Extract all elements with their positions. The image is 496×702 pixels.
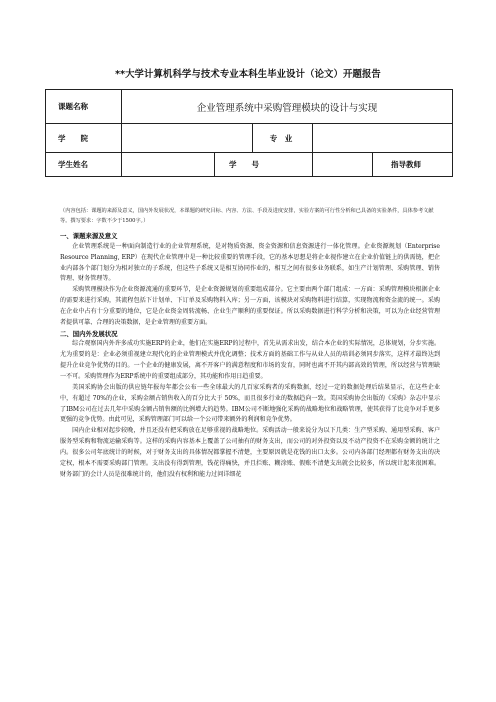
topic-row <box>46 90 453 124</box>
student-name-value[interactable] <box>122 153 215 177</box>
info-table <box>45 89 453 177</box>
topic-label: 课题名称 <box>46 90 122 124</box>
section-2-heading: 二、国内外发展状况 <box>60 329 118 338</box>
major-value[interactable] <box>313 124 453 153</box>
college-label: 学 院 <box>46 124 122 153</box>
section-1-paragraph-2: 采购管理模块作为企业资源流通的重要环节，是企业资源规划的重要组成部分。它主要由两个部门组成：一方面：采购管理模块根据企业的需要来进行采购，其流程包括下计划单、下订单及采购物料入库；另一方面，该模块对采购物料进行结算，实现物流和资金流的统一。采购在企业中占有十分重要的地位，它是企业资金周转流畅、企业生产顺利的重要保证。所以采购数据进行科学分析和决策，可以为企业经营管理者提供可靠、合理的决策数据，是企业管理的重要方面。 <box>60 286 440 326</box>
instructions-note: （内容包括：课题的来源及意义，国内外发展状况，本课题的研究目标、内容、方法、手段及进度安排，实验方案的可行性分析和已具备的实验条件，具体参考文献等。撰写要求：字数不少于1500字。） <box>60 208 434 224</box>
report-body <box>60 231 440 480</box>
major-label: 专 业 <box>253 124 313 153</box>
section-1-heading: 一、课题来源及意义 <box>60 232 118 240</box>
student-id-value[interactable] <box>313 153 373 177</box>
student-id-label: 学 号 <box>215 153 313 177</box>
section-1-paragraph-1: 企业管理系统是一种面向制造行业的企业管理系统，是对物质资源、资金资源和信息资源进行一体化管理。企业资源规划（Enterprise Resource Planning, ERP）在现代企业管理中是一种比较重要的管理手段，它的基本思想是将企业视作建立在企业价值链上的供需链，把企业内部各个部门划分为相对独立的子系统，但这些子系统又是相互协同作业的，相互之间有很多业务联系，如生产计划管理、采购管理、销售管理、财务管理等。 <box>60 242 440 283</box>
section-2-paragraph-3: 国内企业相对起步较晚，并且还没有把采购放在足够重视的战略地位。采购活动一般来说分为以下几类：生产型采购、通用型采购、客户服务型采购和物流运输采购等。这样的采购内容基本上覆盖了公司抽有的财务支出，而公司的对外投资以及不动产投资不在采购金额的统计之内。很多公司年底统计的时候，对于财务支出的具体情况都掌握不清楚，主要原因就是花钱的出口太多。公司内各部门经理都有财务支出的决定权，根本不需要采购部门管理。支出没有得到管理，钱花得痛快，并且拦账、糊涂账、假账不清楚支出就会比较多，所以统计起来很困难。财务部门的会计人员是很难统计的，他们没有权利和能力过问详细花 <box>60 427 440 478</box>
student-name-label: 学生姓名 <box>46 153 122 177</box>
college-row <box>46 124 453 153</box>
section-2-paragraph-1: 综合观察国内外许多成功实施ERP的企业，他们在实施ERP的过程中，首先从需求出发，结合本企业的实际情况，总体规划，分步实施。尤为重要的是：企业必须重视建立现代化的企业管理模式并优化调整；技术方面的基础工作与从业人员的培训必须同步落实，这样才最终达到提升企业竞争优势的目的。一个企业的健康发展，离不开客户的满意程度和市场的发育，同时也离不开其内部高效的管理，所以经营与管理缺一不可。采购管理作为ERP系统中的重要组成部分，其功能和作用日趋重要。 <box>60 340 440 380</box>
section-2-paragraph-2: 美国采购协会出版的供应链年报每年都会公布一些全球最大的几百家采购者的采购数据，经过一定的数据处理后结果显示，在这些企业中，有超过 70%的企业，采购金额占销售收入的百分比大于 50%，而且很多行业的数据趋向一致。美国采购协会出版的《采购》杂志中显示了IBM公司在过去几年中采购金额占销售额的比例增大的趋势。IBM公司不断地强化采购的战略地位和战略管理，使其获得了比竞争对手更多更强的竞争优势。由此可见，采购管理部门可以给一个公司带来额外的利润和竞争优势。 <box>60 383 440 424</box>
student-row <box>46 153 453 177</box>
advisor-label: 指导教师 <box>373 153 453 177</box>
document-title: **大学计算机科学与技术专业本科生毕业设计（论文）开题报告 <box>115 69 381 80</box>
topic-value: 企业管理系统中采购管理模块的设计与实现 <box>122 90 453 124</box>
college-value[interactable] <box>122 124 253 153</box>
